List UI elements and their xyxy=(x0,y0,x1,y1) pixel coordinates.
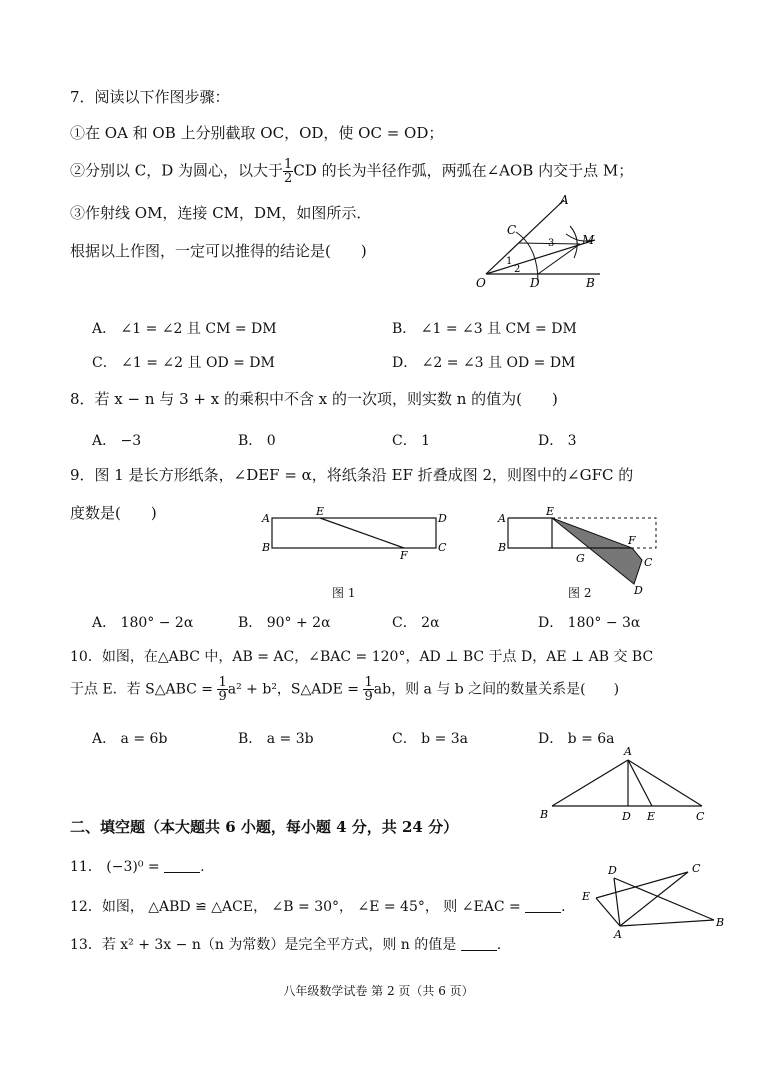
q9-option-a[interactable]: A． 180° − 2α xyxy=(92,615,194,631)
q9-option-c[interactable]: C． 2α xyxy=(392,615,440,631)
q7-angle-2: 2 xyxy=(514,264,521,275)
q13 xyxy=(70,934,501,954)
q9-fig1-label-F: F xyxy=(400,549,408,560)
q10-frac1-den: 9 xyxy=(218,689,227,704)
q9-fig2-label-E: E xyxy=(546,505,555,518)
q7-step1: ①在 OA 和 OB 上分别截取 OC，OD，使 OC = OD； xyxy=(70,124,444,142)
q7-label-C: C xyxy=(507,223,517,237)
q9-fig2-label-F: F xyxy=(628,534,636,547)
q10-label-C: C xyxy=(696,810,705,823)
q9-figure-1 xyxy=(258,504,458,560)
page-footer: 八年级数学试卷 第 2 页（共 6 页） xyxy=(283,984,474,998)
q9-fig2-label-A: A xyxy=(498,512,506,525)
q7-fraction xyxy=(283,158,293,185)
q7-frac-den: 2 xyxy=(284,171,293,186)
q12 xyxy=(70,896,566,916)
q13-text: 13．若 x² + 3x − n（n 为常数）是完全平方式，则 n 的值是 xyxy=(70,937,457,953)
q9-fig2-label-D: D xyxy=(634,584,643,596)
q7-angle-1: 1 xyxy=(506,256,513,267)
q10-frac2-den: 9 xyxy=(364,689,373,704)
q7-label-A: A xyxy=(560,193,569,207)
q7-title: 7．阅读以下作图步骤： xyxy=(70,88,230,106)
q9-fig1-label-C: C xyxy=(438,541,447,554)
q7-label-D: D xyxy=(530,276,540,290)
q10-text-2-mid: a² + b²，S△ADE = xyxy=(227,681,360,698)
q9-fig2-label-B: B xyxy=(498,541,507,554)
q10-frac2-num: 1 xyxy=(364,675,373,690)
section-2-heading: 二、填空题（本大题共 6 小题，每小题 4 分，共 24 分） xyxy=(70,818,459,836)
q8-text: 8．若 x − n 与 3 + x 的乘积中不含 x 的一次项，则实数 n 的值为( ) xyxy=(70,390,558,408)
q10-text-2-pre: 于点 E．若 S△ABC = xyxy=(70,681,214,698)
q7-option-b[interactable]: B． ∠1 = ∠3 且 CM = DM xyxy=(392,321,577,337)
q10-option-c[interactable]: C． b = 3a xyxy=(392,731,469,747)
q7-option-a[interactable]: A． ∠1 = ∠2 且 CM = DM xyxy=(92,321,277,337)
q11-text: 11． (−3)⁰ = xyxy=(70,859,160,875)
q7-angle-3: 3 xyxy=(548,238,555,249)
q9-option-b[interactable]: B． 90° + 2α xyxy=(238,615,331,631)
q7-label-O: O xyxy=(476,276,486,290)
q8-option-c[interactable]: C． 1 xyxy=(392,433,431,449)
q12-figure xyxy=(574,854,734,938)
q10-text-2-post: ab，则 a 与 b 之间的数量关系是( ) xyxy=(373,681,620,698)
q8-option-d[interactable]: D． 3 xyxy=(538,433,577,449)
q12-label-C: C xyxy=(692,862,701,875)
q9-fig1-label-D: D xyxy=(438,512,447,525)
q9-fig1-label-A: A xyxy=(262,512,270,525)
q10-label-D: D xyxy=(622,810,631,823)
q9-fig1-label-B: B xyxy=(262,541,271,554)
q7-step2 xyxy=(70,158,633,185)
q10-option-a[interactable]: A． a = 6b xyxy=(92,731,168,747)
q7-option-d[interactable]: D． ∠2 = ∠3 且 OD = DM xyxy=(392,355,576,371)
q11-end: . xyxy=(200,859,205,875)
q9-option-d[interactable]: D． 180° − 3α xyxy=(538,615,641,631)
q10-label-A: A xyxy=(624,745,632,758)
q12-label-E: E xyxy=(582,890,591,903)
q11 xyxy=(70,856,205,876)
q12-text: 12．如图， △ABD ≌ △ACE， ∠B = 30°， ∠E = 45°， 则 ∠EAC = xyxy=(70,899,521,915)
q10-label-E: E xyxy=(647,810,656,823)
q7-step2-pre: ②分别以 C，D 为圆心，以大于 xyxy=(70,161,284,180)
q9-fig2-caption: 图 2 xyxy=(568,586,592,600)
q12-label-B: B xyxy=(716,916,725,929)
q12-label-D: D xyxy=(608,864,617,877)
q7-option-c[interactable]: C． ∠1 = ∠2 且 OD = DM xyxy=(92,355,275,371)
q10-option-d[interactable]: D． b = 6a xyxy=(538,731,615,747)
q9-fig1-label-E: E xyxy=(316,505,325,518)
q10-fraction-1 xyxy=(217,676,227,703)
q9-fig2-label-C: C xyxy=(644,556,653,569)
q9-figure-2 xyxy=(494,504,666,596)
q8-option-b[interactable]: B． 0 xyxy=(238,433,276,449)
q10-fraction-2 xyxy=(363,676,373,703)
q12-answer-blank[interactable] xyxy=(525,898,561,913)
q9-fig1-caption: 图 1 xyxy=(332,586,356,600)
q13-end: . xyxy=(496,937,502,953)
q7-step2-post: CD 的长为半径作弧，两弧在∠AOB 内交于点 M； xyxy=(293,161,634,180)
q8-option-a[interactable]: A． −3 xyxy=(92,433,142,449)
q10-label-B: B xyxy=(540,808,549,821)
q12-label-A: A xyxy=(614,928,622,938)
q10-frac1-num: 1 xyxy=(218,675,227,690)
q7-conclusion: 根据以上作图，一定可以推得的结论是( ) xyxy=(70,242,367,260)
q9-text-1: 9．图 1 是长方形纸条，∠DEF = α，将纸条沿 EF 折叠成图 2，则图中的∠GFC 的 xyxy=(70,466,634,484)
q9-text-2: 度数是( ) xyxy=(70,504,157,522)
q13-answer-blank[interactable] xyxy=(461,936,497,951)
q10-text-2 xyxy=(70,676,619,703)
q10-text-1: 10．如图，在△ABC 中，AB = AC，∠BAC = 120°，AD ⊥ BC 于点 D，AE ⊥ AB 交 BC xyxy=(70,649,654,665)
q10-option-b[interactable]: B． a = 3b xyxy=(238,731,314,747)
q11-answer-blank[interactable] xyxy=(164,858,200,873)
q12-end: . xyxy=(561,899,566,915)
q9-fig2-label-G: G xyxy=(576,552,585,565)
q7-figure xyxy=(470,192,610,292)
q7-frac-num: 1 xyxy=(284,157,293,172)
q7-step3: ③作射线 OM，连接 CM，DM，如图所示． xyxy=(70,204,372,222)
q7-label-B: B xyxy=(586,276,595,290)
q7-label-M: M xyxy=(582,233,595,247)
q10-figure xyxy=(536,744,716,828)
